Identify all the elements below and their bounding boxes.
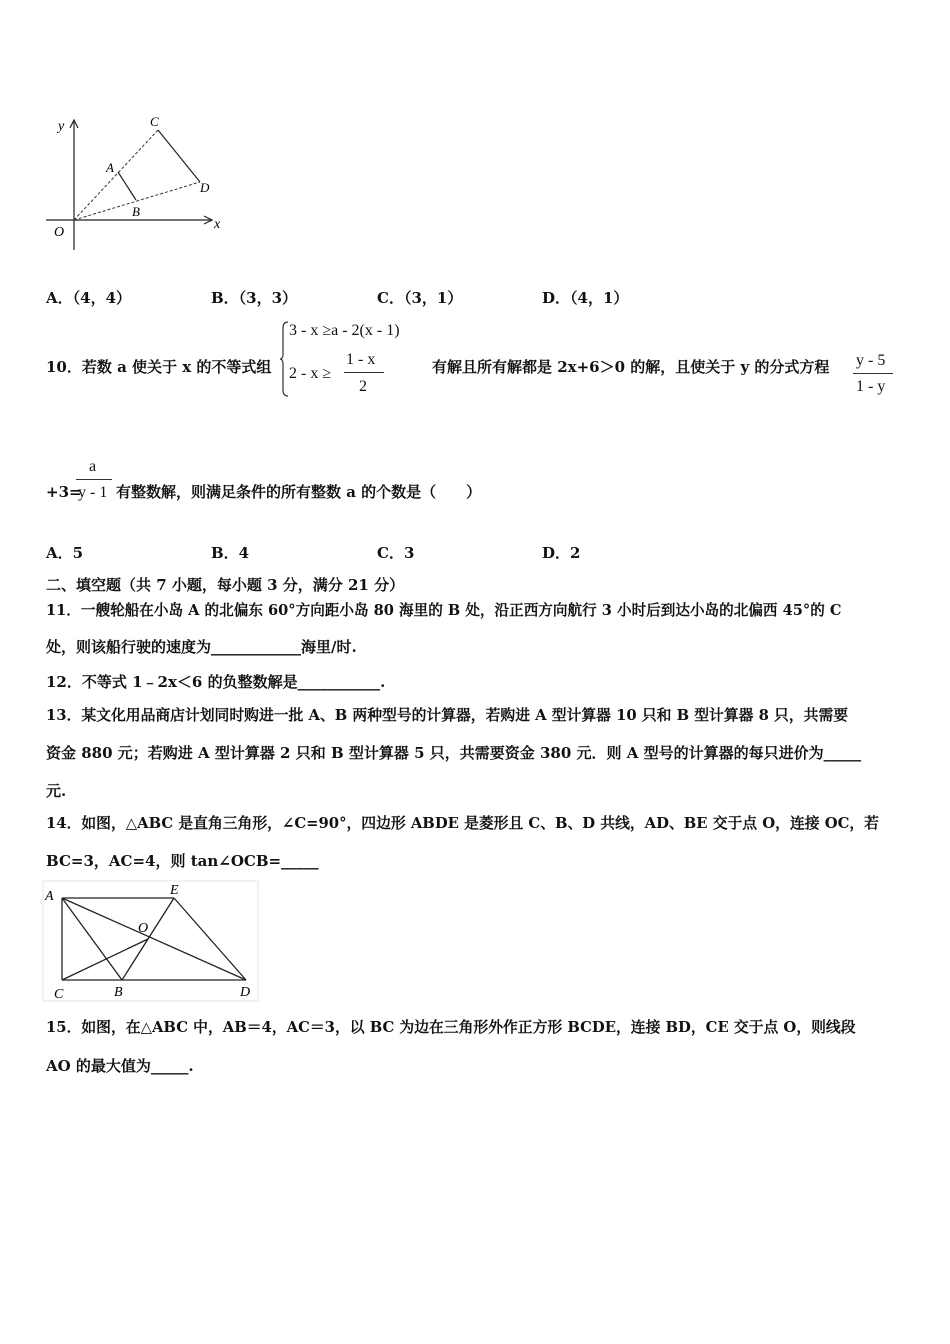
q14-line1: 14．如图，△ABC 是直角三角形，∠C=90°，四边形 ABDE 是菱形且 C、B、D 共线，AD、BE 交于点 O，连接 OC，若 bbox=[46, 815, 879, 832]
label-A: A bbox=[106, 160, 114, 175]
label-A: A bbox=[45, 889, 54, 904]
fraction-2-bar bbox=[76, 479, 112, 480]
segment-AB bbox=[62, 898, 122, 980]
q9-option-c: C．（3，1） bbox=[377, 289, 463, 307]
q13-line2: 资金 880 元；若购进 A 型计算器 2 只和 B 型计算器 5 只，共需要资金 380 元．则 A 型号的计算器的每只进价为_____ bbox=[46, 744, 862, 762]
q10-option-a: A．5 bbox=[46, 544, 84, 562]
label-E: E bbox=[170, 883, 179, 898]
label-x: x bbox=[214, 217, 221, 232]
fraction-1-denominator: 1 - y bbox=[856, 378, 886, 395]
inequality-2-denominator: 2 bbox=[359, 378, 367, 395]
q11-line1: 11．一艘轮船在小岛 A 的北偏东 60°方向距小岛 80 海里的 B 处，沿正西方向航行 3 小时后到达小岛的北偏西 45°的 C bbox=[46, 602, 842, 619]
fraction-1-bar bbox=[853, 373, 893, 374]
label-D: D bbox=[200, 180, 210, 195]
label-B: B bbox=[114, 985, 123, 1000]
inequality-2-left: 2 - x ≥ bbox=[289, 365, 332, 382]
label-D: D bbox=[240, 985, 251, 1000]
q9-option-d: D．（4，1） bbox=[542, 289, 629, 307]
segment-AD bbox=[62, 898, 246, 980]
q12-line1: 12．不等式 1﹣2x＜6 的负整数解是___________. bbox=[46, 673, 386, 691]
fraction-2-denominator: y - 1 bbox=[78, 484, 108, 501]
q10-lead: 10．若数 a 使关于 x 的不等式组 bbox=[46, 358, 272, 376]
fraction-2-numerator: a bbox=[89, 458, 97, 475]
q11-line2: 处，则该船行驶的速度为____________海里/时. bbox=[46, 638, 357, 656]
label-O: O bbox=[138, 921, 149, 936]
figure-rhombus-diagram bbox=[42, 880, 262, 1005]
q10-mid: 有解且所有解都是 2x+6＞0 的解，且使关于 y 的分式方程 bbox=[432, 358, 830, 376]
label-B: B bbox=[132, 204, 140, 219]
inequality-2-numerator: 1 - x bbox=[346, 351, 376, 368]
label-C: C bbox=[54, 987, 64, 1002]
q15-line1: 15．如图，在△ABC 中，AB＝4，AC＝3，以 BC 为边在三角形外作正方形 BCDE，连接 BD，CE 交于点 O，则线段 bbox=[46, 1019, 856, 1036]
inequality-2-fraction-bar bbox=[344, 372, 384, 373]
q10-option-d: D．2 bbox=[542, 544, 581, 562]
fraction-1-numerator: y - 5 bbox=[856, 352, 886, 369]
q13-line3: 元. bbox=[46, 782, 67, 800]
q10-line2-rest: 有整数解，则满足条件的所有整数 a 的个数是（ ） bbox=[116, 483, 482, 501]
label-y: y bbox=[58, 119, 65, 134]
q10-option-c: C．3 bbox=[377, 544, 415, 562]
label-C: C bbox=[150, 114, 159, 129]
section-title: 二、填空题（共 7 小题，每小题 3 分，满分 21 分） bbox=[46, 576, 405, 594]
q9-option-a: A．（4，4） bbox=[46, 289, 132, 307]
inequality-1: 3 - x ≥a - 2(x - 1) bbox=[289, 322, 400, 339]
q14-line2: BC=3，AC=4，则 tan∠OCB=_____ bbox=[46, 852, 319, 870]
q13-line1: 13．某文化用品商店计划同时购进一批 A、B 两种型号的计算器，若购进 A 型计算器 10 只和 B 型计算器 8 只，共需要 bbox=[46, 707, 849, 724]
segment-AB bbox=[118, 172, 136, 200]
segment-OC bbox=[74, 130, 158, 220]
q9-option-b: B．（3，3） bbox=[211, 289, 298, 307]
segment-ED bbox=[174, 898, 246, 980]
q15-line2: AO 的最大值为_____. bbox=[46, 1057, 194, 1075]
label-O: O bbox=[54, 225, 65, 240]
q10-option-b: B．4 bbox=[211, 544, 250, 562]
q10-line2-lead: +3= bbox=[46, 483, 82, 501]
figure-coordinate-diagram bbox=[40, 112, 230, 262]
segment-CD bbox=[158, 130, 200, 182]
